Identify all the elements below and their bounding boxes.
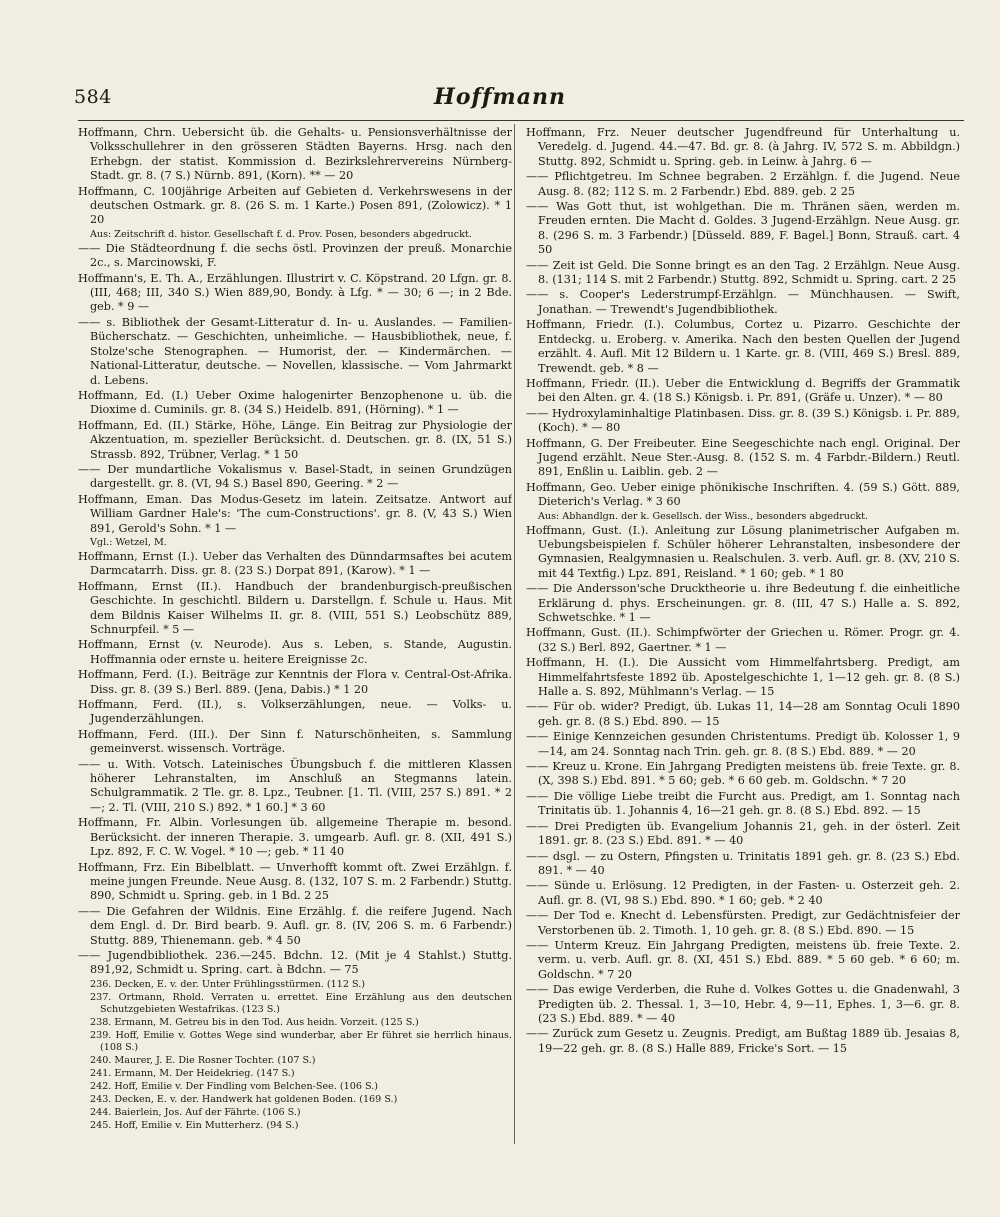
catalog-entry: —— Jugendbibliothek. 236.—245. Bdchn. 12. (Mit je 4 Stahlst.) Stuttg. 891,92, Schmidt u. Spring. cart. à Bdchn. — 75 [78, 948, 512, 977]
catalog-entry: —— Drei Predigten üb. Evangelium Johannis 21, geh. in der österl. Zeit 1891. gr. 8. (23 S.) Ebd. 891. * — 40 [526, 819, 960, 848]
catalog-entry: Hoffmann, Ed. (II.) Stärke, Höhe, Länge. Ein Beitrag zur Physiologie der Akzentuation, m. spezieller Berücksicht. d. Deutschen. gr. 8. (IX, 51 S.) Strassb. 892, Trübner, Verlag. * 1 50 [78, 418, 512, 461]
catalog-entry: —— Unterm Kreuz. Ein Jahrgang Predigten, meistens üb. freie Texte. 2. verm. u. verb. Aufl. gr. 8. (XI, 451 S.) Ebd. 889. * 5 60 geb. * 6 60; m. Goldschn. * 7 20 [526, 938, 960, 981]
column-divider [514, 124, 515, 1144]
catalog-entry: —— Der mundartliche Vokalismus v. Basel-Stadt, in seinen Grundzügen dargestellt. gr. 8. (VI, 94 S.) Basel 890, Geering. * 2 — [78, 462, 512, 491]
catalog-entry: —— Pflichtgetreu. Im Schnee begraben. 2 Erzählgn. f. die Jugend. Neue Ausg. 8. (82; 112 S. m. 2 Farbendr.) Ebd. 889. geb. 2 25 [526, 170, 960, 198]
catalog-entry: Hoffmann, H. (I.). Die Aussicht vom Himmelfahrtsberg. Predigt, am Himmelfahrtsfeste 1892 üb. Apostelgeschichte 1, 1—12 geh. gr. 8. (8 S.) Halle a. S. 892, Mühlmann's Verlag. — 15 [526, 656, 960, 699]
catalog-entry: —— u. With. Votsch. Lateinisches Übungsbuch f. die mittleren Klassen höherer Lehranstalten, im Anschluß an Stegmanns latein. Schulgrammatik. 2 Tle. gr. 8. Lpz., Teubner. [1. Tl. (VIII, 257 S.) 891. * 2 —; 2. Tl. (VIII, 210 S.) 892. * 1 60.] * 3 60 [78, 757, 512, 814]
catalog-entry: —— Die Andersson'sche Drucktheorie u. ihre Bedeutung f. die einheitliche Erklärung d. phys. Erscheinungen. gr. 8. (III, 47 S.) Halle a. S. 892, Schwetschke. * 1 — [526, 582, 960, 624]
catalog-entry: Hoffmann, Fr. Albin. Vorlesungen üb. allgemeine Therapie m. besond. Berücksicht. der inneren Therapie. 3. umgearb. Aufl. gr. 8. (XII, 491 S.) Lpz. 892, F. C. W. Vogel. * 10 —; geb. * 11 40 [78, 816, 512, 859]
catalog-entry: Hoffmann, Gust. (I.). Anleitung zur Lösung planimetrischer Aufgaben m. Uebungsbeispielen f. Schüler höherer Lehranstalten, insbesondere der Gymnasien, Realgymnasien u. Realschulen. 3. verb. Aufl. gr. 8. (XV, 210 S. mit 44 Textfig.) Lpz. 891, Reisland. * 1 60; geb. * 1 80 [526, 523, 960, 580]
catalog-entry: —— Zeit ist Geld. Die Sonne bringt es an den Tag. 2 Erzählgn. Neue Ausg. 8. (131; 114 S. mit 2 Farbendr.) Stuttg. 892, Schmidt u. Spring. cart. 2 25 [526, 258, 960, 287]
catalog-entry: 237. Ortmann, Rhold. Verraten u. errettet. Eine Erzählung aus den deutschen Schutzgebieten Westafrikas. (123 S.) [90, 991, 512, 1015]
catalog-entry: —— s. Cooper's Lederstrumpf-Erzählgn. — Münchhausen. — Swift, Jonathan. — Trewendt's Jugendbibliothek. [526, 288, 960, 316]
catalog-entry: —— Die Städteordnung f. die sechs östl. Provinzen der preuß. Monarchie 2c., s. Marcinowski, F. [78, 241, 512, 270]
catalog-entry: —— Einige Kennzeichen gesunden Christentums. Predigt üb. Kolosser 1, 9—14, am 24. Sonntag nach Trin. geh. gr. 8. (8 S.) Ebd. 889. * — 20 [526, 730, 960, 758]
catalog-entry: 243. Decken, E. v. der. Handwerk hat goldenen Boden. (169 S.) [90, 1093, 398, 1105]
catalog-entry: Aus: Zeitschrift d. histor. Gesellschaft f. d. Prov. Posen, besonders abgedruckt. [90, 228, 472, 240]
catalog-entry: Hoffmann, Ernst (II.). Handbuch der brandenburgisch-preußischen Geschichte. In geschichtl. Bildern u. Darstellgn. f. Schule u. Haus. Mit dem Bildnis Kaiser Wilhelms II. gr. 8. (VIII, 551 S.) Leobschütz 889, Schnurpfeil. * 5 — [78, 579, 512, 636]
catalog-entry: 240. Maurer, J. E. Die Rosner Tochter. (107 S.) [90, 1054, 316, 1066]
catalog-entry: Vgl.: Wetzel, M. [90, 536, 167, 548]
catalog-entry: Hoffmann, Chrn. Uebersicht üb. die Gehalts- u. Pensionsverhältnisse der Volksschullehrer in den grösseren Städten Bayerns. Hrsg. nach den Erhebgn. der statist. Kommission d. Bezirkslehrervereins Nürnberg-Stadt. gr. 8. (7 S.) Nürnb. 891, (Korn). ** — 20 [78, 126, 512, 183]
catalog-entry: —— Zurück zum Gesetz u. Zeugnis. Predigt, am Bußtag 1889 üb. Jesaias 8, 19—22 geh. gr. 8. (8 S.) Halle 889, Fricke's Sort. — 15 [526, 1027, 960, 1055]
catalog-entry: —— Die völlige Liebe treibt die Furcht aus. Predigt, am 1. Sonntag nach Trinitatis üb. 1. Johannis 4, 16—21 geh. gr. 8. (8 S.) Ebd. 892. — 15 [526, 789, 960, 818]
catalog-entry: Hoffmann, Frz. Ein Bibelblatt. — Unverhofft kommt oft. Zwei Erzählgn. f. meine jungen Freunde. Neue Ausg. 8. (132, 107 S. m. 2 Farbendr.) Stuttg. 890, Schmidt u. Spring. geb. in 1 Bd. 2 25 [78, 860, 512, 903]
catalog-entry: —— Die Gefahren der Wildnis. Eine Erzählg. f. die reifere Jugend. Nach dem Engl. d. Dr. Bird bearb. 9. Aufl. gr. 8. (IV, 206 S. m. 6 Farbendr.) Stuttg. 889, Thienemann. geb. * 4 50 [78, 904, 512, 947]
catalog-entry: —— Kreuz u. Krone. Ein Jahrgang Predigten meistens üb. freie Texte. gr. 8. (X, 398 S.) Ebd. 891. * 5 60; geb. * 6 60 geb. m. Goldschn. * 7 20 [526, 760, 960, 788]
page-number: 584 [74, 86, 112, 108]
catalog-entry: 239. Hoff, Emilie v. Gottes Wege sind wunderbar, aber Er führet sie herrlich hinaus. (108 S.) [90, 1029, 512, 1053]
catalog-entry: Hoffmann, Eman. Das Modus-Gesetz im latein. Zeitsatze. Antwort auf William Gardner Hale's: 'The cum-Constructions'. gr. 8. (V, 43 S.) Wien 891, Gerold's Sohn. * 1 — [78, 492, 512, 535]
catalog-entry: Hoffmann, Ferd. (III.). Der Sinn f. Naturschönheiten, s. Sammlung gemeinverst. wissensch. Vorträge. [78, 727, 512, 756]
right-column [526, 126, 960, 1156]
catalog-entry: —— Hydroxylaminhaltige Platinbasen. Diss. gr. 8. (39 S.) Königsb. i. Pr. 889, (Koch). * — 80 [526, 406, 960, 435]
catalog-entry: Hoffmann, G. Der Freibeuter. Eine Seegeschichte nach engl. Original. Der Jugend erzählt. Neue Ster.-Ausg. 8. (152 S. m. 4 Farbdr.-Bildern.) Reutl. 891, Enßlin u. Laiblin. geb. 2 — [526, 436, 960, 479]
catalog-entry: Hoffmann, Geo. Ueber einige phönikische Inschriften. 4. (59 S.) Gött. 889, Dieterich's Verlag. * 3 60 [526, 480, 960, 509]
catalog-entry: —— dsgl. — zu Ostern, Pfingsten u. Trinitatis 1891 geh. gr. 8. (23 S.) Ebd. 891. * — 40 [526, 849, 960, 877]
catalog-entry: 244. Baierlein, Jos. Auf der Fährte. (106 S.) [90, 1106, 301, 1118]
catalog-entry: Hoffmann, Ferd. (II.), s. Volkserzählungen, neue. — Volks- u. Jugenderzählungen. [78, 698, 512, 726]
catalog-entry: —— Der Tod e. Knecht d. Lebensfürsten. Predigt, zur Gedächtnisfeier der Verstorbenen üb. 2. Timoth. 1, 10 geh. gr. 8. (8 S.) Ebd. 890. — 15 [526, 909, 960, 937]
catalog-entry: Hoffmann, Frz. Neuer deutscher Jugendfreund für Unterhaltung u. Veredelg. d. Jugend. 44.—47. Bd. gr. 8. (à Jahrg. IV, 572 S. m. Abbildgn.) Stuttg. 892, Schmidt u. Spring. geb. in Leinw. à Jahrg. 6 — [526, 126, 960, 168]
catalog-entry: —— Das ewige Verderben, die Ruhe d. Volkes Gottes u. die Gnadenwahl, 3 Predigten üb. 2. Thessal. 1, 3—10, Hebr. 4, 9—11, Ephes. 1, 3—6. gr. 8. (23 S.) Ebd. 889. * — 40 [526, 983, 960, 1025]
catalog-entry: —— Sünde u. Erlösung. 12 Predigten, in der Fasten- u. Osterzeit geh. 2. Aufl. gr. 8. (VI, 98 S.) Ebd. 890. * 1 60; geb. * 2 40 [526, 879, 960, 907]
catalog-entry: 241. Ermann, M. Der Heidekrieg. (147 S.) [90, 1067, 295, 1079]
catalog-entry: —— Was Gott thut, ist wohlgethan. Die m. Thränen säen, werden m. Freuden ernten. Die Macht d. Goldes. 3 Jugend-Erzählgn. Neue Ausg. gr. 8. (296 S. m. 3 Farbendr.) [Düsseld. 889, F. Bagel.] Bonn, Strauß. cart. 4 50 [526, 200, 960, 257]
catalog-entry: Hoffmann, Ernst (I.). Ueber das Verhalten des Dünndarmsaftes bei acutem Darmcatarrh. Diss. gr. 8. (23 S.) Dorpat 891, (Karow). * 1 — [78, 549, 512, 578]
catalog-entry: 242. Hoff, Emilie v. Der Findling vom Belchen-See. (106 S.) [90, 1080, 379, 1092]
catalog-entry: 238. Ermann, M. Getreu bis in den Tod. Aus heidn. Vorzeit. (125 S.) [90, 1016, 419, 1028]
catalog-entry: Hoffmann, Ed. (I.) Ueber Oxime halogenirter Benzophenone u. üb. die Dioxime d. Cuminils. gr. 8. (34 S.) Heidelb. 891, (Hörning). * 1 — [78, 388, 512, 417]
catalog-entry: Aus: Abhandlgn. der k. Gesellsch. der Wiss., besonders abgedruckt. [538, 510, 869, 522]
catalog-entry: Hoffmann, Ernst (v. Neurode). Aus s. Leben, s. Stande, Augustin. Hoffmannia oder ernste u. heitere Ereignisse 2c. [78, 638, 512, 666]
catalog-entry: Hoffmann, C. 100jährige Arbeiten auf Gebieten d. Verkehrswesens in der deutschen Ostmark. gr. 8. (26 S. m. 1 Karte.) Posen 891, (Zolowicz). * 1 20 [78, 184, 512, 227]
catalog-entry: Hoffmann, Friedr. (II.). Ueber die Entwicklung d. Begriffs der Grammatik bei den Alten. gr. 4. (18 S.) Königsb. i. Pr. 891, (Gräfe u. Unzer). * — 80 [526, 376, 960, 405]
catalog-entry: Hoffmann, Gust. (II.). Schimpfwörter der Griechen u. Römer. Progr. gr. 4. (32 S.) Berl. 892, Gaertner. * 1 — [526, 626, 960, 654]
catalog-entry: —— s. Bibliothek der Gesamt-Litteratur d. In- u. Auslandes. — Familien-Bücherschatz. — Geschichten, unheimliche. — Hausbibliothek, neue, f. Stolze'sche Stenographen. — Humorist, der. — Kindermärchen. — National-Litteratur, deutsche. — Novellen, klassische. — Vom Jahrmarkt d. Lebens. [78, 315, 512, 387]
catalog-entry: Hoffmann, Friedr. (I.). Columbus, Cortez u. Pizarro. Geschichte der Entdeckg. u. Eroberg. v. Amerika. Nach den besten Quellen der Jugend erzählt. 4. Aufl. Mit 12 Bildern u. 1 Karte. gr. 8. (VIII, 469 S.) Bresl. 889, Trewendt. geb. * 8 — [526, 318, 960, 375]
catalog-entry: Hoffmann's, E. Th. A., Erzählungen. Illustrirt v. C. Köpstrand. 20 Lfgn. gr. 8. (III, 468; III, 340 S.) Wien 889,90, Bondy. à Lfg. * — 30; 6 —; in 2 Bde. geb. * 9 — [78, 271, 512, 314]
catalog-entry: —— Für ob. wider? Predigt, üb. Lukas 11, 14—28 am Sonntag Oculi 1890 geh. gr. 8. (8 S.) Ebd. 890. — 15 [526, 700, 960, 728]
catalog-entry: 236. Decken, E. v. der. Unter Frühlingsstürmen. (112 S.) [90, 978, 365, 990]
left-column [78, 126, 512, 1156]
catalog-entry: 245. Hoff, Emilie v. Ein Mutterherz. (94 S.) [90, 1119, 299, 1131]
catalog-entry: Hoffmann, Ferd. (I.). Beiträge zur Kenntnis der Flora v. Central-Ost-Afrika. Diss. gr. 8. (39 S.) Berl. 889. (Jena, Dabis.) * 1 20 [78, 668, 512, 696]
page-title: Hoffmann [434, 84, 566, 110]
header-rule [78, 120, 964, 121]
